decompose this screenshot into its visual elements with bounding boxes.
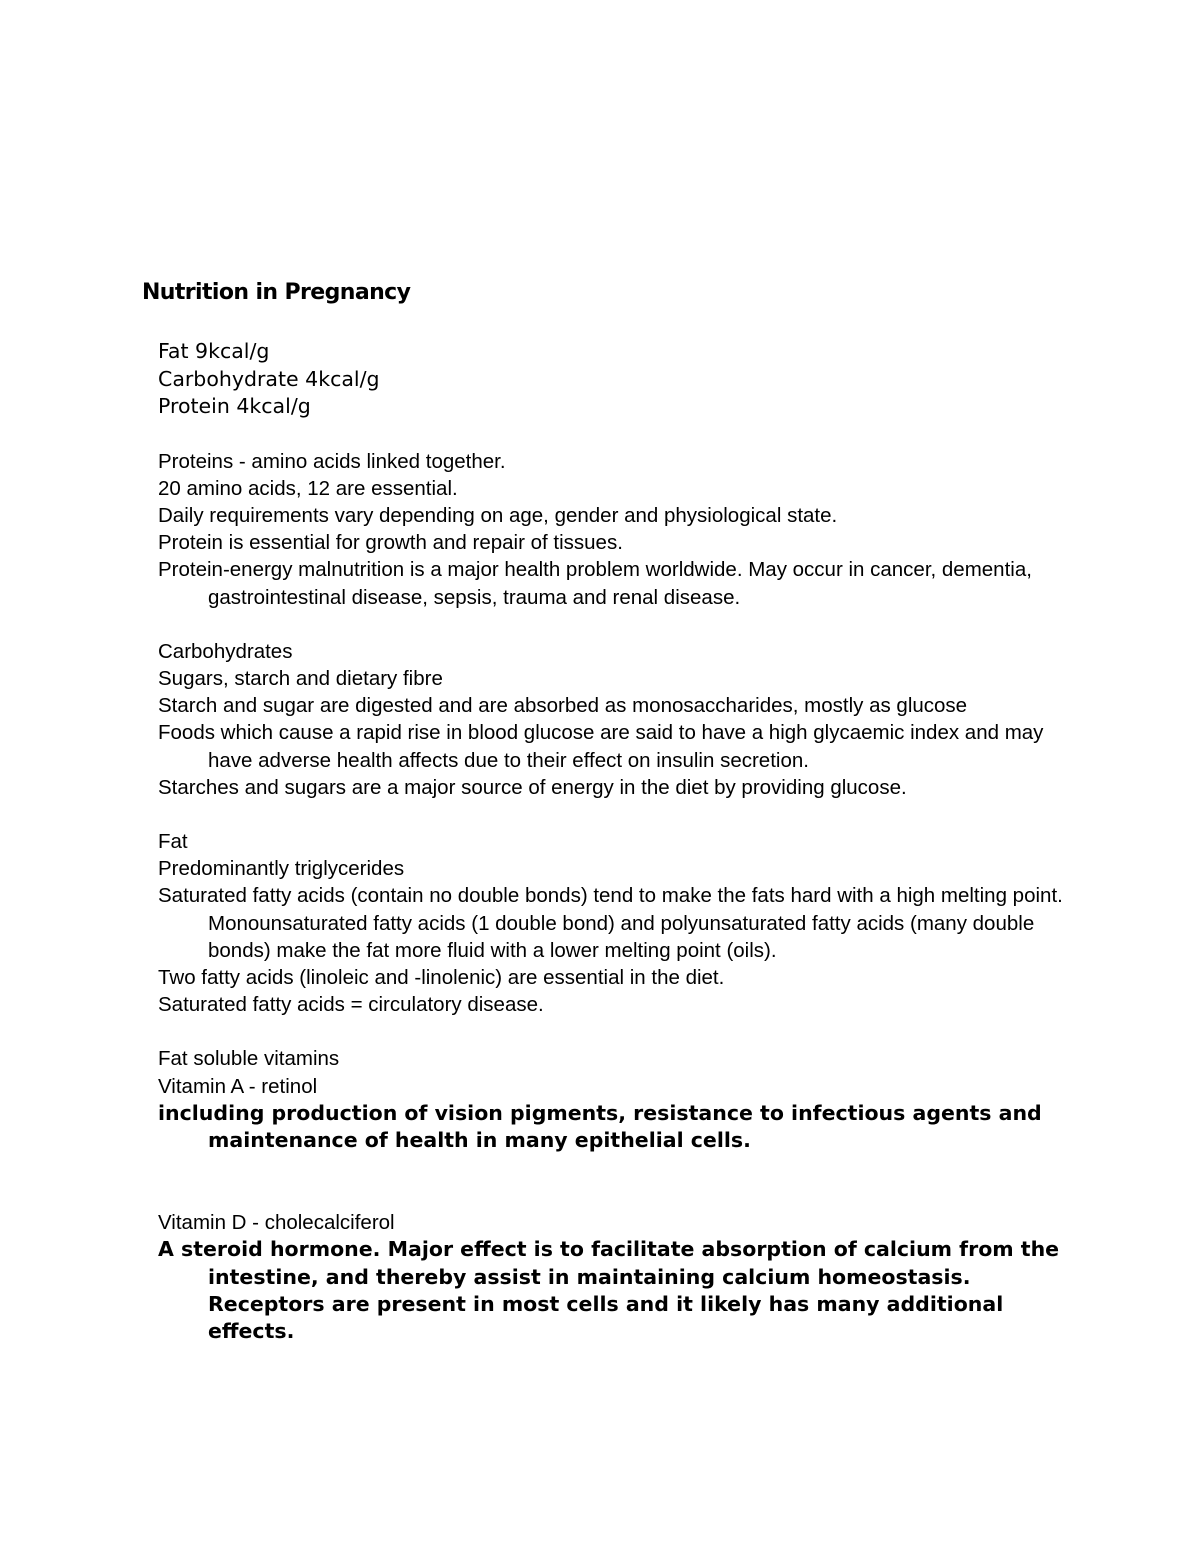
fat-line: Saturated fatty acids = circulatory disease. <box>158 993 544 1017</box>
carbohydrates-line: Sugars, starch and dietary fibre <box>158 666 443 690</box>
carbohydrates-heading: Carbohydrates <box>158 639 293 663</box>
carbohydrates-line: Starches and sugars are a major source of energy in the diet by providing glucose. <box>158 775 907 799</box>
page-title: Nutrition in Pregnancy <box>142 280 411 305</box>
fat-section <box>158 828 1078 1018</box>
spacer <box>158 1018 1078 1045</box>
vitamin-d-description: A steroid hormone. Major effect is to facilitate absorption of calcium from the intestine, and thereby assist in maintaining calcium homeostasis. Receptors are present in most cells and it likely has many additional effects. <box>158 1237 1060 1343</box>
document-body <box>158 338 1078 1345</box>
spacer <box>158 611 1078 638</box>
proteins-line: Proteins - amino acids linked together. <box>158 449 506 473</box>
protein-energy: Protein 4kcal/g <box>158 394 311 418</box>
fat-line: Predominantly triglycerides <box>158 857 405 881</box>
carbohydrate-energy: Carbohydrate 4kcal/g <box>158 366 380 391</box>
spacer <box>158 421 1078 448</box>
proteins-line: Protein is essential for growth and repair of tissues. <box>158 531 623 555</box>
carbohydrates-section <box>158 638 1078 801</box>
fat-line: Saturated fatty acids (contain no double bonds) tend to make the fats hard with a high melting point. Monounsaturated fatty acids (1 double bond) and polyunsaturated fatty acids (many double bonds) make the fat more fluid with a lower melting point (oils). <box>158 884 1063 962</box>
spacer <box>158 1154 1078 1209</box>
proteins-line: Protein-energy malnutrition is a major health problem worldwide. May occur in cancer, dementia, gastrointestinal disease, sepsis, trauma and renal disease. <box>158 558 1032 609</box>
vitamin-d-label: Vitamin D - cholecalciferol <box>158 1211 395 1235</box>
proteins-section <box>158 448 1078 611</box>
carbohydrates-line: Foods which cause a rapid rise in blood glucose are said to have a high glycaemic index and may have adverse health affects due to their effect on insulin secretion. <box>158 721 1044 772</box>
vitamin-a-label: Vitamin A - retinol <box>158 1074 318 1098</box>
carbohydrates-line: Starch and sugar are digested and are absorbed as monosaccharides, mostly as glucose <box>158 694 968 718</box>
fat-heading: Fat <box>158 829 188 853</box>
fat-soluble-vitamins-section <box>158 1045 1078 1345</box>
energy-values <box>158 338 1078 421</box>
vitamins-heading: Fat soluble vitamins <box>158 1047 340 1071</box>
spacer <box>158 801 1078 828</box>
proteins-line: 20 amino acids, 12 are essential. <box>158 476 458 500</box>
vitamin-a-description: including production of vision pigments, resistance to infectious agents and maintenance of health in many epithelial cells. <box>158 1100 1042 1152</box>
fat-energy: Fat 9kcal/g <box>158 339 270 363</box>
fat-line: Two fatty acids (linoleic and -linolenic) are essential in the diet. <box>158 965 725 989</box>
proteins-line: Daily requirements vary depending on age, gender and physiological state. <box>158 503 838 527</box>
